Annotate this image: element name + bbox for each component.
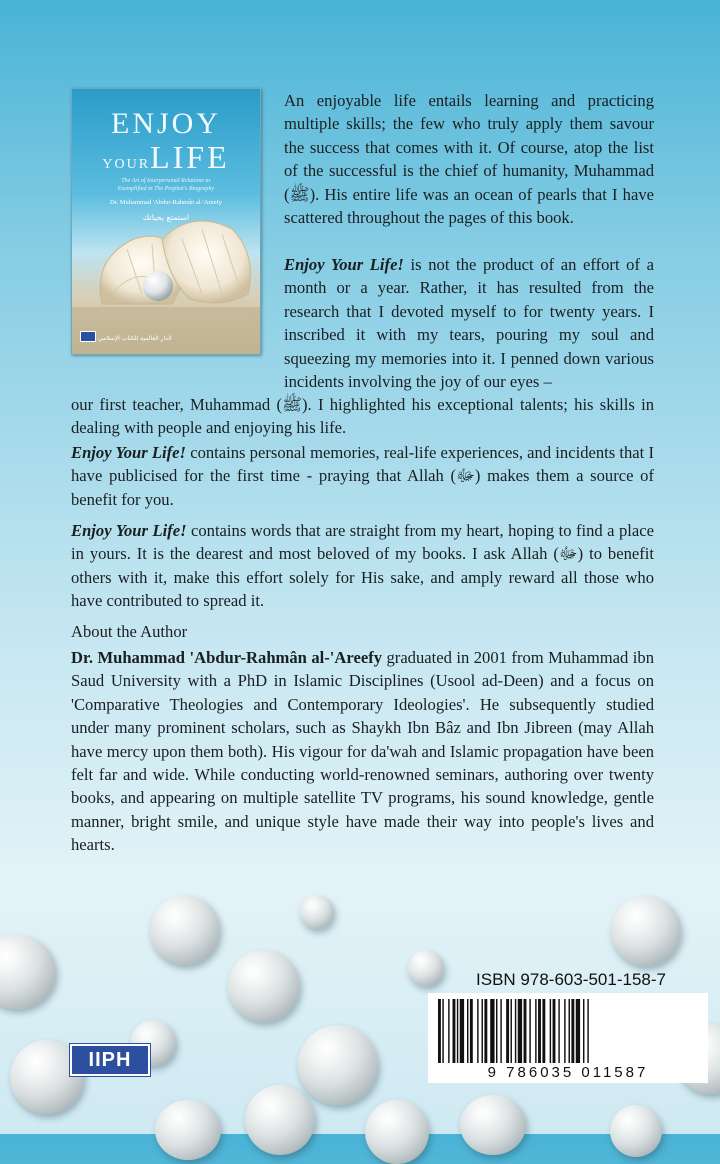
cover-arabic-title: استمتع بحياتك: [142, 213, 190, 222]
barcode-bar: [490, 999, 494, 1063]
blurb-paragraph-4: [71, 519, 654, 613]
isbn-label: ISBN 978-603-501-158-7: [476, 970, 666, 989]
cover-title-enjoy: ENJOY: [111, 107, 221, 140]
author-bio: [71, 646, 654, 857]
barcode-bar: [535, 999, 536, 1063]
cover-subtitle-line-2: Exemplified in The Prophet's Biography: [117, 186, 215, 192]
cover-publisher-arabic: الدار العالمية للكتاب الإسلامي: [98, 335, 172, 342]
barcode-bar: [482, 999, 483, 1063]
barcode-bar: [460, 999, 464, 1063]
barcode-bar: [583, 999, 584, 1063]
cover-title-your: YOUR: [102, 157, 151, 172]
barcode-bar: [529, 999, 530, 1063]
barcode-bar: [538, 999, 541, 1063]
barcode-bars: [438, 999, 698, 1063]
book-cover-thumbnail: [71, 88, 261, 355]
pearl-decoration: [610, 1105, 662, 1157]
pearl-decoration: [611, 896, 681, 966]
blurb-paragraph-2-part-1: [284, 253, 654, 393]
seashell-pearl-illustration: [72, 89, 260, 354]
barcode-bar: [511, 999, 512, 1063]
cover-title-life: LIFE: [150, 139, 230, 175]
barcode-bar: [484, 999, 487, 1063]
blurb-paragraph-3-text: contains personal memories, real-life experiences, and incidents that I have publicised for the first time - praying that Allah (ﷻ) makes them a source of benefit for you.: [71, 443, 654, 509]
barcode-bar: [457, 999, 458, 1063]
blurb-paragraph-1: An enjoyable life entails learning and practicing multiple skills; the few who truly apply them savour the success that comes with it. Of course, atop the list of the successful is the chief of humanity, Muhammad (ﷺ). His entire life was an ocean of pearls that I have scattered throughout the pages of this book.: [284, 91, 654, 228]
book-title-emphasis: Enjoy Your Life!: [71, 443, 187, 462]
pearl-decoration: [460, 1095, 526, 1155]
blurb-paragraph-3: [71, 441, 654, 511]
barcode-bar: [496, 999, 497, 1063]
barcode-digits: 9 786035 011587: [487, 1064, 649, 1081]
barcode-bar: [477, 999, 478, 1063]
blurb-paragraph-2-part-2: our first teacher, Muhammad (ﷺ). I highlighted his exceptional talents; his skills in dealing with people and enjoying his life.: [71, 395, 654, 438]
barcode-bar: [453, 999, 456, 1063]
cover-subtitle-line-1: The Art of Interpersonal Relations as: [121, 178, 211, 184]
book-title-emphasis: Enjoy Your Life!: [284, 255, 404, 274]
barcode-bar: [550, 999, 551, 1063]
barcode-bar: [564, 999, 565, 1063]
blurb-paragraph-2-text: is not the product of an effort of a month or a year. Rather, it has resulted from the research that I devoted myself to for twenty years. I inscribed it with my tears, pouring my soul and squeezing my memories into it. I penned down various incidents involving the joy of our eyes –: [284, 255, 654, 392]
barcode-bar: [569, 999, 570, 1063]
barcode-bar: [515, 999, 516, 1063]
barcode-bar: [438, 999, 441, 1063]
pearl-decoration: [298, 1025, 378, 1105]
pearl-decoration: [365, 1100, 429, 1164]
barcode-bar: [571, 999, 574, 1063]
barcode-bar: [576, 999, 580, 1063]
barcode-bar: [518, 999, 522, 1063]
pearl-decoration: [228, 950, 300, 1022]
barcode-bar: [500, 999, 501, 1063]
barcode-bar: [448, 999, 449, 1063]
author-name: Dr. Muhammad 'Abdur-Rahmân al-'Areefy: [71, 648, 383, 667]
barcode-bar: [558, 999, 559, 1063]
barcode-bar: [542, 999, 545, 1063]
barcode-bar: [442, 999, 443, 1063]
blurb-paragraph-4-text: contains words that are straight from my heart, hoping to find a place in yours. It is the dearest and most beloved of my books. I ask Allah (ﷻ) to benefit others with it, make this effort solely for His sake, and amply reward all those who have contributed to spread it.: [71, 521, 654, 611]
publisher-logo-text: IIPH: [88, 1048, 132, 1071]
barcode-bar: [506, 999, 509, 1063]
barcode-bar: [470, 999, 473, 1063]
barcode-bar: [587, 999, 588, 1063]
book-title-emphasis: Enjoy Your Life!: [71, 521, 187, 540]
pearl-decoration: [150, 895, 220, 965]
author-bio-text: graduated in 2001 from Muhammad ibn Saud University with a PhD in Islamic Disciplines (Usool ad-Deen) and a focus on 'Comparative Theologies and Contemporary Ideologies'. He subsequently studied under many prominent scholars, such as Shaykh Ibn Bâz and Ibn Jibreen (may Allah have mercy upon them both). His vigour for da'wah and Islamic propagation have been felt far and wide. While conducting world-renowned seminars, authoring over twenty books, and appearing on multiple satellite TV programs, his sound knowledge, gentle manner, bright smile, and unique style have made their way into people's lives and hearts.: [71, 648, 655, 855]
barcode: [428, 993, 708, 1083]
cover-publisher-logo-icon: [80, 331, 96, 342]
barcode-bar: [524, 999, 527, 1063]
cover-author: Dr. Muhammad 'Abdur-Rahmân al-'Areefy: [110, 199, 222, 206]
barcode-bar: [553, 999, 556, 1063]
pearl-decoration: [155, 1100, 221, 1160]
pearl-decoration: [0, 935, 56, 1009]
barcode-bar: [467, 999, 468, 1063]
pearl-decoration: [300, 895, 334, 929]
pearl-decoration: [245, 1085, 315, 1155]
about-author-heading: About the Author: [71, 622, 188, 641]
publisher-logo: [70, 1044, 150, 1076]
